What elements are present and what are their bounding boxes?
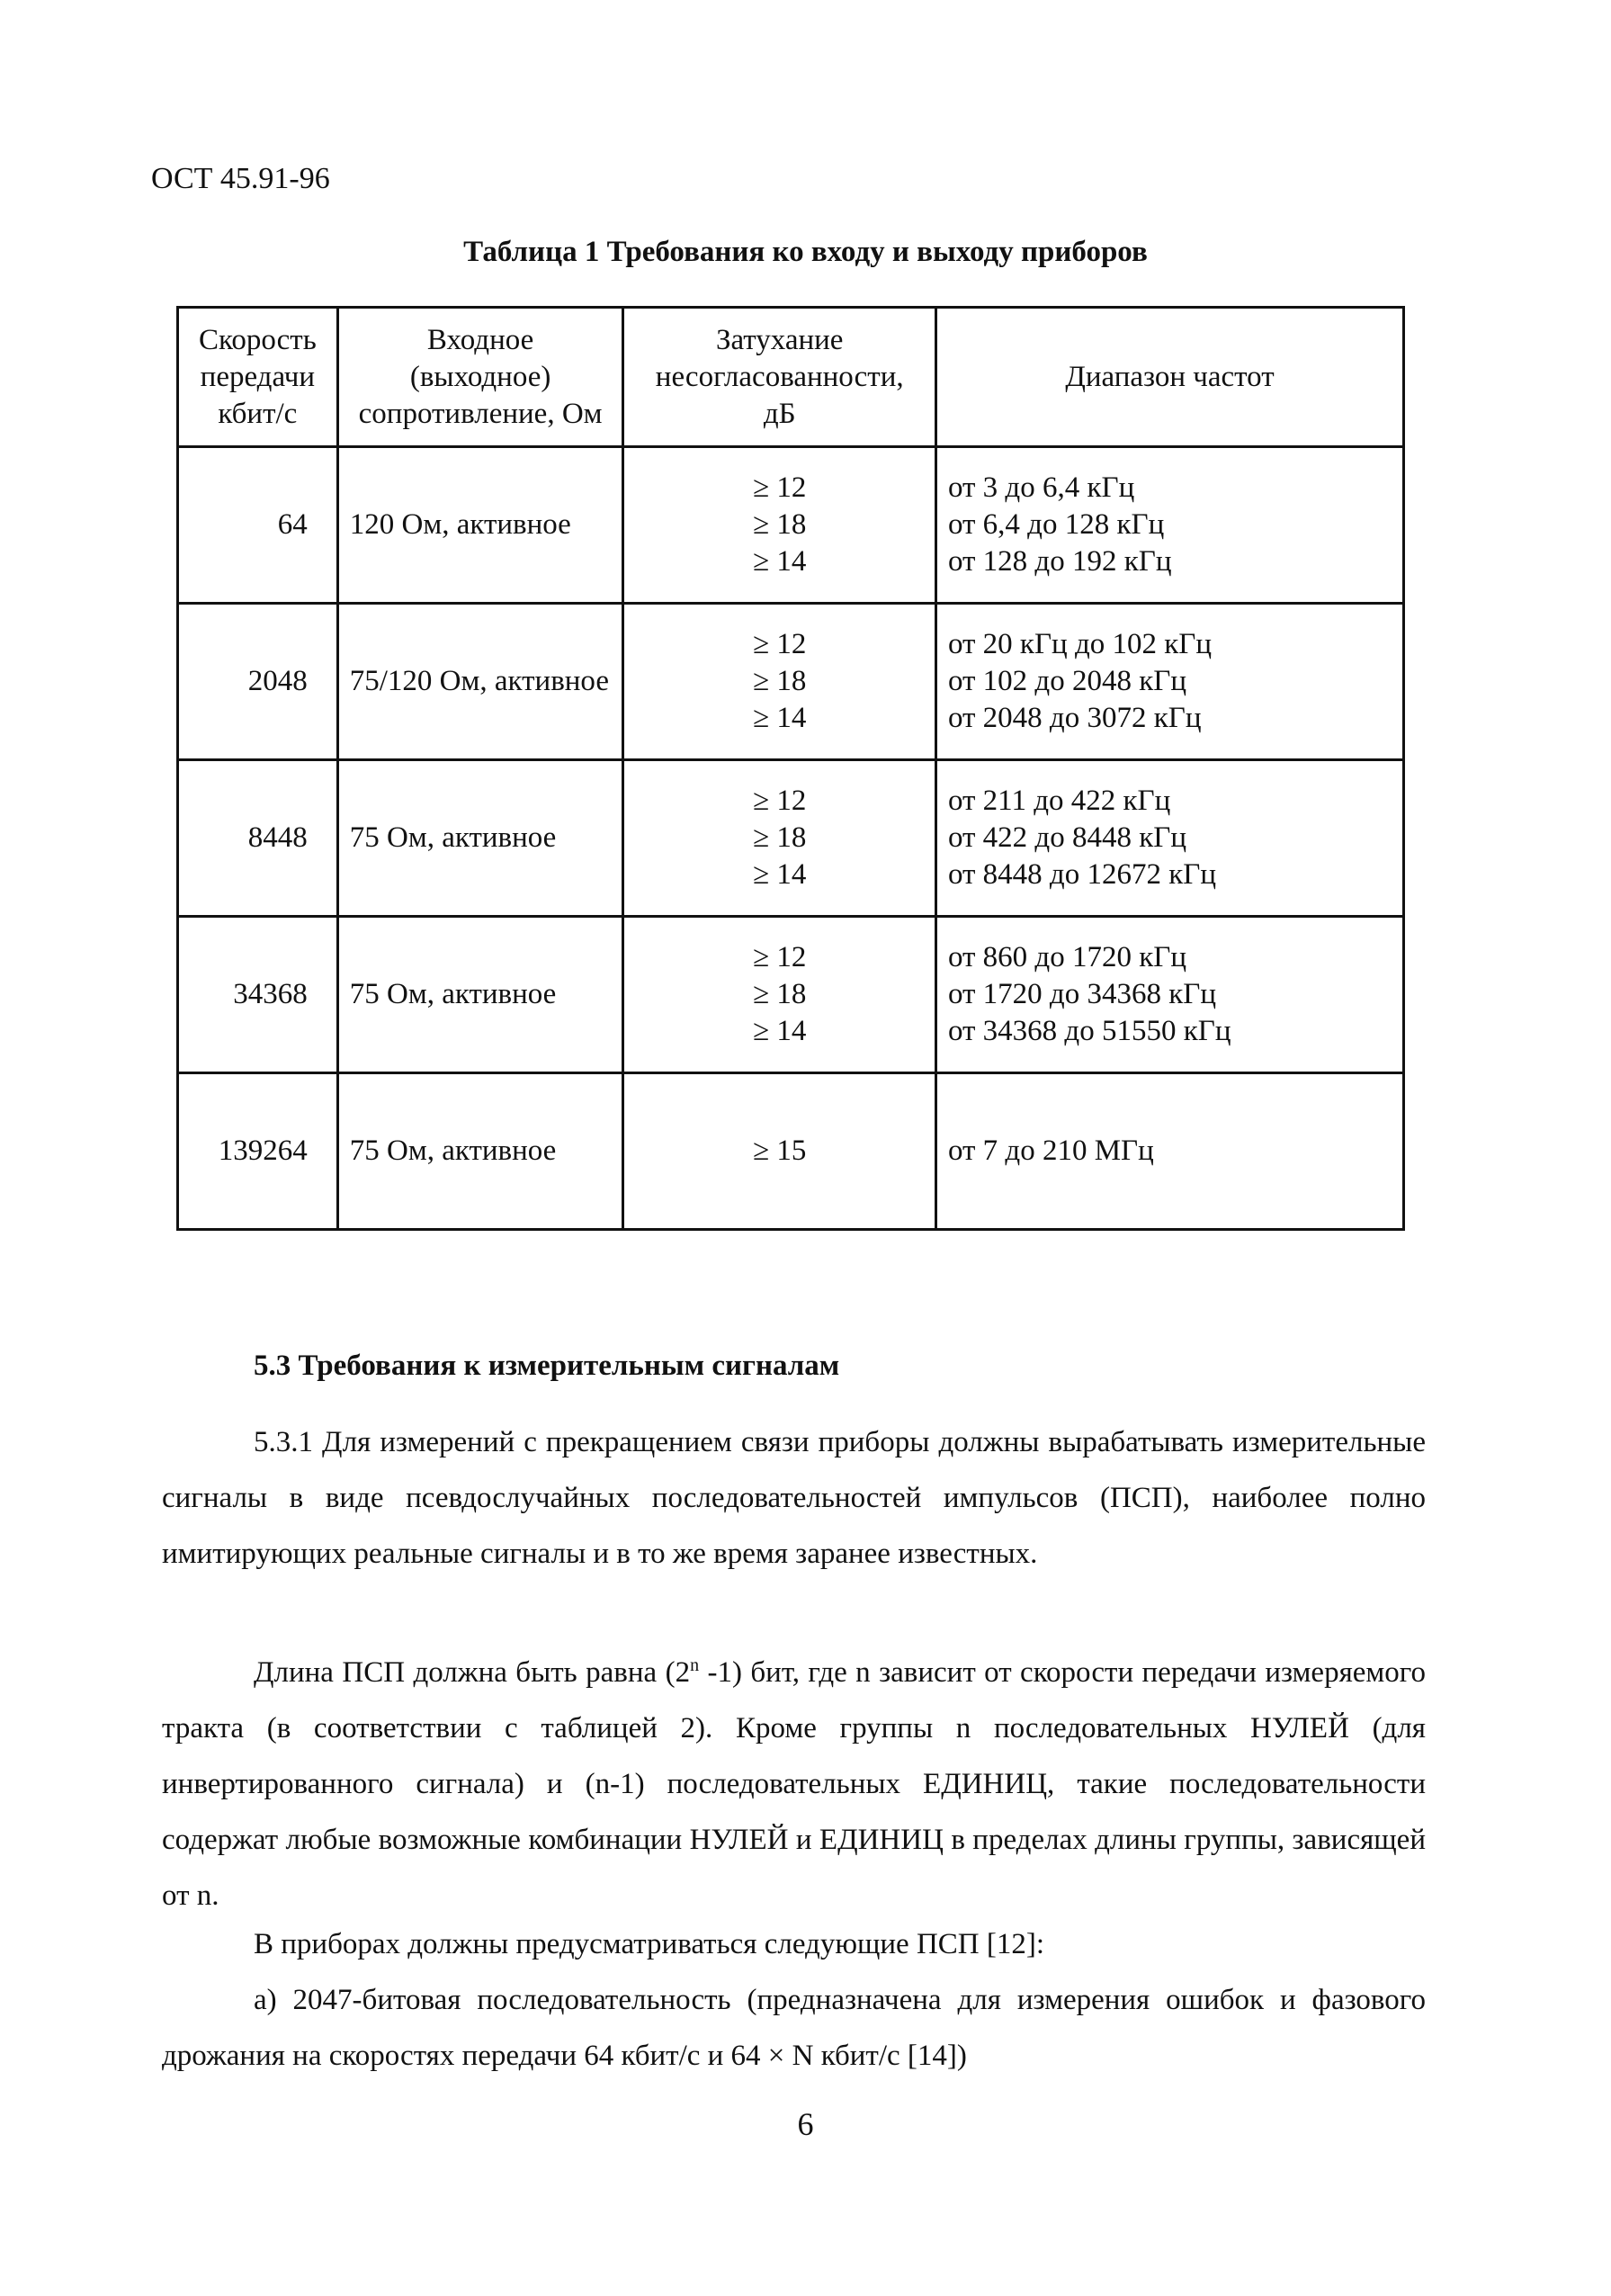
cell-speed: 139264: [178, 1073, 338, 1230]
cell-attenuation: ≥ 12 ≥ 18 ≥ 14: [623, 917, 935, 1073]
header-attenuation: Затухание несогласованности, дБ: [623, 308, 935, 447]
paragraph-item-a: а) 2047-битовая последовательность (предназначена для измерения ошибок и фазового дрожания на скоростях передачи 64 кбит/с и 64 × N кбит/с [14]): [162, 1984, 1426, 2072]
table-row: [178, 760, 1404, 917]
paragraph-5-3-1: 5.3.1 Для измерений с прекращением связи приборы должны вырабатывать измерительные сигналы в виде псевдослучайных последовательностей импульсов (ПСП), наиболее полно имитирующих реальные сигналы и в то же время заранее известных.: [162, 1426, 1426, 1570]
cell-frequency: от 20 кГц до 102 кГц от 102 до 2048 кГц от 2048 до 3072 кГц: [935, 604, 1403, 760]
paragraph-psp-length: Длина ПСП должна быть равна (2$^n$ -1) бит, где n зависит от скорости передачи измеряемого тракта (в соответствии с таблицей 2). Кроме группы n последовательных НУЛЕЙ (для инвертированного сигнала) и (n-1) последовательных ЕДИНИЦ, такие последовательности содержат любые возможные комбинации НУЛЕЙ и ЕДИНИЦ в пределах длины группы, зависящей от n.: [162, 1655, 1426, 1912]
requirements-table: [176, 306, 1405, 1231]
cell-impedance: 75 Ом, активное: [337, 760, 623, 917]
cell-attenuation: ≥ 12 ≥ 18 ≥ 14: [623, 760, 935, 917]
table-header-row: [178, 308, 1404, 447]
table-title: Таблица 1 Требования ко входу и выходу приборов: [463, 236, 1148, 268]
table-row: [178, 604, 1404, 760]
paragraph-psp-list-intro: В приборах должны предусматриваться следующие ПСП [12]:: [254, 1928, 1045, 1960]
cell-impedance: 75 Ом, активное: [337, 1073, 623, 1230]
header-impedance: Входное (выходное) сопротивление, Ом: [337, 308, 623, 447]
cell-attenuation: ≥ 12 ≥ 18 ≥ 14: [623, 447, 935, 604]
table-row: [178, 1073, 1404, 1230]
header-speed: Скорость передачи кбит/с: [178, 308, 338, 447]
cell-attenuation: ≥ 15: [623, 1073, 935, 1230]
table-row: [178, 917, 1404, 1073]
cell-impedance: 120 Ом, активное: [337, 447, 623, 604]
cell-frequency: от 860 до 1720 кГц от 1720 до 34368 кГц от 34368 до 51550 кГц: [935, 917, 1403, 1073]
cell-impedance: 75 Ом, активное: [337, 917, 623, 1073]
cell-impedance: 75/120 Ом, активное: [337, 604, 623, 760]
page-number: 6: [797, 2106, 814, 2142]
cell-speed: 8448: [178, 760, 338, 917]
cell-speed: 34368: [178, 917, 338, 1073]
cell-speed: 2048: [178, 604, 338, 760]
section-heading: 5.3 Требования к измерительным сигналам: [254, 1350, 840, 1382]
cell-attenuation: ≥ 12 ≥ 18 ≥ 14: [623, 604, 935, 760]
document-code: ОСТ 45.91-96: [151, 162, 330, 195]
header-frequency: Диапазон частот: [935, 308, 1403, 447]
cell-speed: 64: [178, 447, 338, 604]
table-row: [178, 447, 1404, 604]
cell-frequency: от 3 до 6,4 кГц от 6,4 до 128 кГц от 128 до 192 кГц: [935, 447, 1403, 604]
cell-frequency: от 7 до 210 МГц: [935, 1073, 1403, 1230]
cell-frequency: от 211 до 422 кГц от 422 до 8448 кГц от 8448 до 12672 кГц: [935, 760, 1403, 917]
